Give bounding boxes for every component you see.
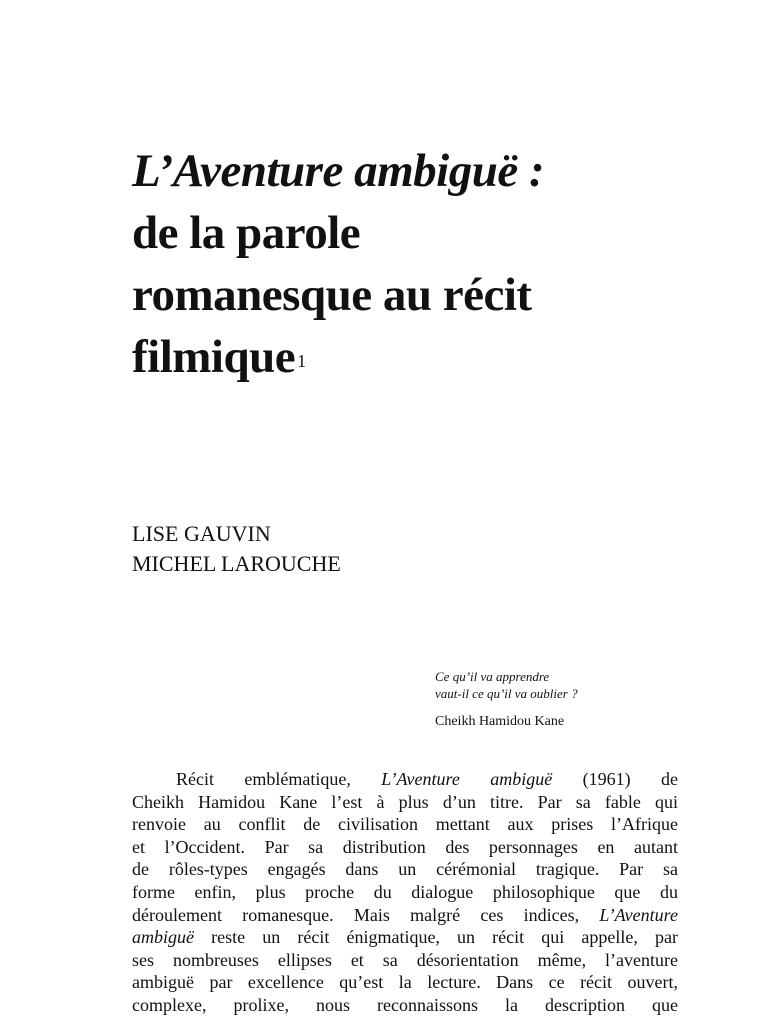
body-line: [132, 926, 678, 949]
article-title: [132, 140, 732, 388]
footnote-marker: 1: [297, 351, 306, 371]
epigraph-quote-line: vaut-il ce qu’il va oublier ?: [435, 686, 578, 701]
body-text-run: reste un récit énigmatique, un récit qui appelle, par: [194, 927, 678, 948]
body-line: renvoie au conflit de civilisation mettant aux prises l’Afrique: [132, 814, 678, 835]
body-line: ses nombreuses ellipses et sa désorientation même, l’aventure: [132, 949, 678, 970]
title-line-4: [132, 326, 732, 388]
body-line: et l’Occident. Par sa distribution des personnages en autant: [132, 836, 678, 857]
epigraph: [435, 668, 735, 731]
body-line: ambiguë par excellence qu’est la lecture. Dans ce récit ouvert,: [132, 972, 678, 993]
title-line-3: romanesque au récit: [132, 269, 532, 321]
title-line-4-text: filmique: [132, 331, 296, 383]
title-line-2: de la parole: [132, 207, 361, 259]
epigraph-attribution: Cheikh Hamidou Kane: [435, 714, 565, 729]
body-text-run: (1961) de: [552, 769, 678, 789]
author-list: [132, 519, 341, 579]
body-paragraph: [132, 768, 678, 1017]
body-italic-run: L’Aventure: [599, 904, 678, 925]
body-text-run: Récit emblématique,: [176, 769, 382, 789]
body-line: de rôles-types engagés dans un cérémonial tragique. Par sa: [132, 859, 678, 880]
body-line: forme enfin, plus proche du dialogue philosophique que du: [132, 881, 678, 902]
body-line: Cheikh Hamidou Kane l’est à plus d’un titre. Par sa fable qui: [132, 791, 678, 812]
body-italic-run: ambiguë: [132, 927, 194, 948]
body-line: [132, 768, 678, 791]
epigraph-quote-line: Ce qu’il va apprendre: [435, 669, 550, 684]
author-name: MICHEL LAROUCHE: [132, 551, 341, 576]
body-line: [132, 904, 678, 927]
body-text-run: déroulement romanesque. Mais malgré ces indices,: [132, 904, 600, 925]
body-line: complexe, prolixe, nous reconnaissons la description que: [132, 994, 678, 1015]
body-italic-run: L’Aventure ambiguë: [381, 769, 553, 789]
title-line-italic: L’Aventure ambiguë :: [132, 145, 545, 197]
author-name: LISE GAUVIN: [132, 521, 271, 546]
epigraph-quote: [435, 668, 735, 702]
